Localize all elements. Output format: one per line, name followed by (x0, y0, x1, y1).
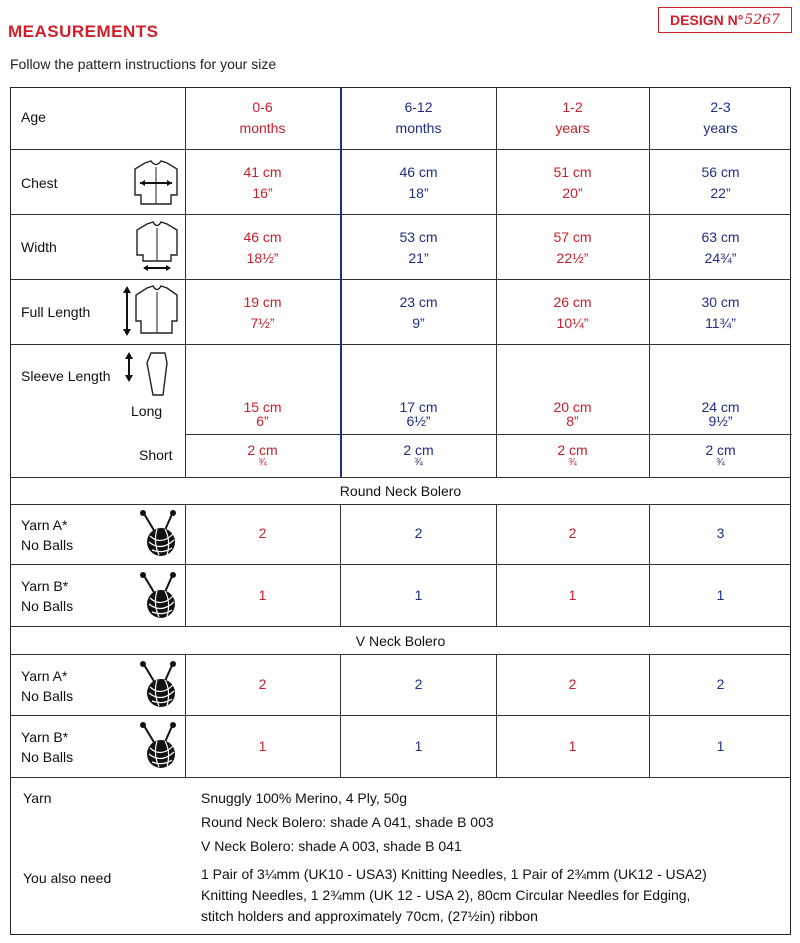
full-length-label: Full Length (21, 304, 91, 320)
yarn-ball-count: 1 (258, 587, 267, 603)
yarn-ball-count: 1 (258, 738, 267, 754)
cardigan-chest-icon (131, 159, 181, 207)
sleeve-long-value: 24 cm 9½” (701, 399, 740, 429)
also-need-lines: 1 Pair of 3¼mm (UK10 - USA3) Knitting Needles, 1 Pair of 2¾mm (UK12 - USA2) Knitting Needles, 1 2¾mm (UK 12 - USA 2), 80cm Circular Needles for Edging, stitch holders and approximately 70cm, (27½in) ribbon (201, 866, 707, 924)
sleeve-short-value: 2 cm ¾ (247, 442, 278, 468)
sleeve-short-label: Short (139, 447, 173, 463)
yarn-ball-count: 2 (414, 525, 423, 541)
chest-label: Chest (21, 175, 58, 191)
page-title: MEASUREMENTS (8, 22, 159, 41)
sleeve-length-icon (123, 349, 183, 401)
yarn-ball-count: 2 (568, 525, 577, 541)
full-length-value: 26 cm 10¼” (553, 294, 592, 331)
yarn-label: Yarn A* No Balls (21, 668, 74, 704)
size-header: 0-6 months (239, 99, 286, 136)
full-length-value: 30 cm 11¾” (701, 294, 740, 331)
width-value: 46 cm 18½” (243, 229, 282, 266)
yarn-ball-icon (137, 661, 181, 709)
sleeve-long-value: 20 cm 8” (553, 399, 592, 429)
design-number-badge (658, 7, 792, 33)
sleeve-long-label: Long (131, 403, 163, 419)
sleeve-short-value: 2 cm ¾ (705, 442, 736, 468)
yarn-ball-count: 1 (716, 587, 725, 603)
yarn-info-label: Yarn (23, 790, 52, 806)
yarn-label: Yarn B* No Balls (21, 578, 74, 614)
age-label: Age (21, 109, 46, 125)
chest-value: 51 cm 20” (553, 164, 592, 201)
sleeve-short-value: 2 cm ¾ (557, 442, 588, 468)
yarn-ball-icon (137, 722, 181, 770)
yarn-ball-count: 2 (414, 676, 423, 692)
size-header: 6-12 months (395, 99, 442, 136)
yarn-label: Yarn A* No Balls (21, 517, 74, 553)
yarn-ball-count: 1 (414, 587, 423, 603)
full-length-value: 23 cm 9” (399, 294, 438, 331)
page-subtitle: Follow the pattern instructions for your size (10, 56, 277, 72)
yarn-ball-count: 1 (568, 738, 577, 754)
sleeve-long-value: 15 cm 6” (243, 399, 282, 429)
section-title: V Neck Bolero (355, 633, 446, 649)
sleeve-short-value: 2 cm ¾ (403, 442, 434, 468)
yarn-ball-count: 2 (716, 676, 725, 692)
width-value: 53 cm 21” (399, 229, 438, 266)
chest-value: 41 cm 16” (243, 164, 282, 201)
design-number: 5267 (744, 12, 780, 28)
yarn-ball-count: 2 (258, 676, 267, 692)
yarn-info-lines: Snuggly 100% Merino, 4 Ply, 50g Round Neck Bolero: shade A 041, shade B 003 V Neck Bolero: shade A 003, shade B 041 (201, 790, 494, 854)
chest-value: 56 cm 22” (701, 164, 740, 201)
chest-value: 46 cm 18” (399, 164, 438, 201)
width-value: 63 cm 24¾” (701, 229, 740, 266)
yarn-ball-count: 2 (568, 676, 577, 692)
yarn-ball-count: 3 (716, 525, 725, 541)
cardigan-length-icon (121, 283, 183, 339)
size-header: 2-3 years (703, 99, 738, 136)
yarn-ball-icon (137, 510, 181, 558)
also-need-label: You also need (23, 870, 112, 886)
full-length-value: 19 cm 7½” (243, 294, 282, 331)
yarn-ball-count: 1 (568, 587, 577, 603)
measurements-table (10, 87, 791, 935)
sleeve-length-label: Sleeve Length (21, 368, 111, 384)
width-label: Width (21, 239, 57, 255)
sleeve-long-value: 17 cm 6½” (399, 399, 438, 429)
yarn-ball-count: 1 (716, 738, 725, 754)
yarn-ball-count: 1 (414, 738, 423, 754)
width-value: 57 cm 22½” (553, 229, 592, 266)
yarn-label: Yarn B* No Balls (21, 729, 74, 765)
size-header: 1-2 years (555, 99, 590, 136)
section-title: Round Neck Bolero (339, 483, 462, 499)
yarn-ball-count: 2 (258, 525, 267, 541)
design-label: DESIGN N° (670, 12, 744, 28)
cardigan-width-icon (133, 221, 181, 273)
yarn-ball-icon (137, 572, 181, 620)
